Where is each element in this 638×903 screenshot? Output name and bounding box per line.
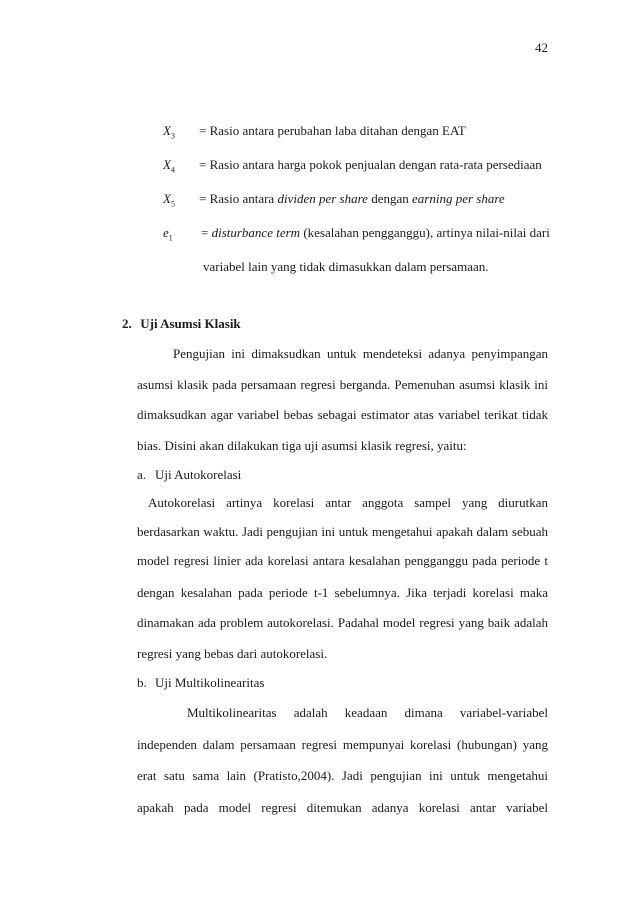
definition-symbol: $X_4$ [163,157,175,175]
paragraph-line: Multikolinearitas adalah keadaan dimana variabel-variabel [187,705,548,720]
subsection-heading [137,467,241,483]
paragraph-line: apakah pada model regresi ditemukan adanya korelasi antar variabel [137,800,548,815]
paragraph-line: Autokorelasi artinya korelasi antar anggota sampel yang diurutkan [148,495,548,510]
subsection-label: b. [137,675,147,690]
definition-text: = Rasio antara dividen per share dengan earning per share [199,191,505,206]
paragraph-line: asumsi klasik pada persamaan regresi berganda. Pemenuhan asumsi klasik ini [137,377,548,392]
definition-text: = Rasio antara harga pokok penjualan dengan rata-rata persediaan [199,157,542,172]
paragraph-line: model regresi linier ada korelasi antara kesalahan pengganggu pada periode t [137,553,548,568]
subsection-label: a. [137,467,147,482]
paragraph-line: dengan kesalahan pada periode t-1 sebelumnya. Jika terjadi korelasi maka [137,585,548,600]
paragraph-line: dimaksudkan agar variabel bebas sebagai estimator atas variabel terikat tidak [137,407,548,422]
definition-symbol: $X_3$ [163,123,175,141]
subsection-heading [137,675,264,691]
paragraph-line: regresi yang bebas dari autokorelasi. [137,646,328,661]
definition-row [163,191,505,209]
definition-text: = Rasio antara perubahan laba ditahan dengan EAT [199,123,466,138]
paragraph-line: independen dalam persamaan regresi mempunyai korelasi (hubungan) yang [137,737,548,752]
definition-row [163,225,550,243]
section-heading [122,316,241,332]
definition-continuation: variabel lain yang tidak dimasukkan dalam persamaan. [203,259,489,274]
section-title: Uji Asumsi Klasik [140,316,241,331]
paragraph-line: berdasarkan waktu. Jadi pengujian ini untuk mengetahui apakah dalam sebuah [137,524,548,539]
paragraph-line: bias. Disini akan dilakukan tiga uji asumsi klasik regresi, yaitu: [137,438,467,453]
definition-symbol: $e_1$ [163,225,173,243]
paragraph-line: Pengujian ini dimaksudkan untuk mendeteksi adanya penyimpangan [173,346,548,361]
definition-row [163,157,542,175]
paragraph-line: erat satu sama lain (Pratisto,2004). Jadi pengujian ini untuk mengetahui [137,768,548,783]
definition-row [163,123,466,141]
page-number: 42 [535,40,548,55]
section-number: 2. [122,316,132,331]
definition-symbol: $X_5$ [163,191,175,209]
subsection-title: Uji Autokorelasi [155,467,242,482]
paragraph-line: dinamakan ada problem autokorelasi. Padahal model regresi yang baik adalah [137,615,548,630]
subsection-title: Uji Multikolinearitas [155,675,265,690]
definition-text: = disturbance term (kesalahan pengganggu), artinya nilai-nilai dari [201,225,550,240]
